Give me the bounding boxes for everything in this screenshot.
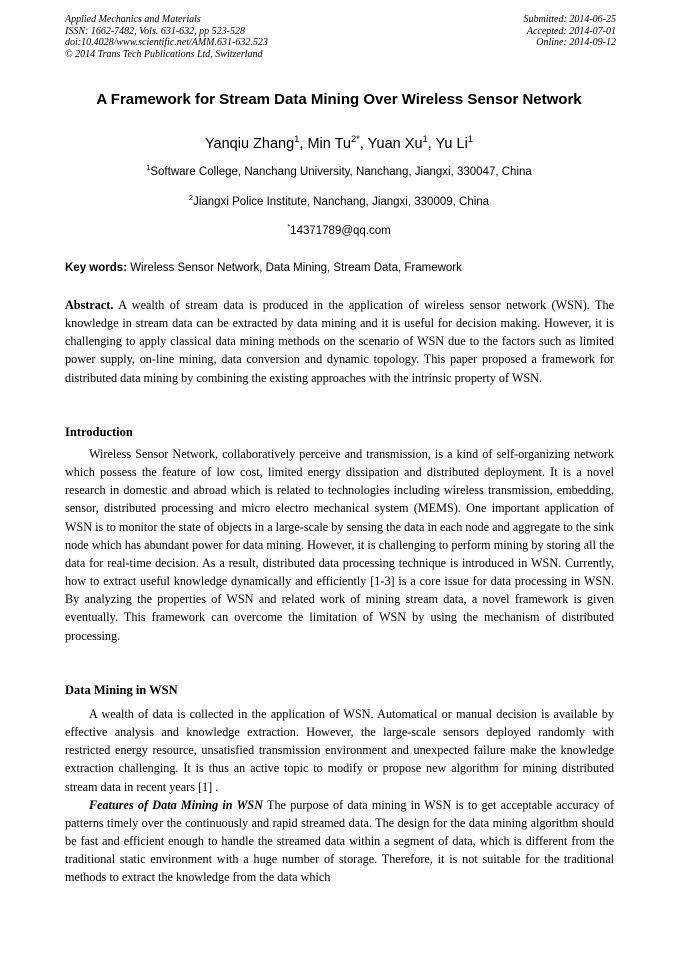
data-mining-paragraph-2 xyxy=(65,796,614,887)
abstract xyxy=(65,296,614,387)
affiliation-1 xyxy=(30,163,648,178)
author-separator: , xyxy=(359,136,368,152)
online-date: Online: 2014-09-12 xyxy=(536,37,616,48)
affiliation-text: Jiangxi Police Institute, Nanchang, Jiangxi, 330009, China xyxy=(193,196,490,208)
paper-title: A Framework for Stream Data Mining Over Wireless Sensor Network xyxy=(96,91,582,108)
author-separator: , xyxy=(299,136,308,152)
affiliation-mark: 1 xyxy=(146,163,151,173)
author-list xyxy=(30,133,648,152)
author-name: Yuan Xu xyxy=(367,136,423,152)
affiliation-mark: * xyxy=(287,222,291,232)
author-affiliation-mark: 1 xyxy=(467,133,474,145)
doi-line: doi:10.4028/www.scientific.net/AMM.631-632.523 xyxy=(65,37,268,48)
keywords-label: Key words: xyxy=(65,262,127,274)
corresponding-email xyxy=(30,222,648,237)
author-separator: , xyxy=(427,136,436,152)
author-affiliation-mark: 1 xyxy=(294,133,300,145)
keywords xyxy=(65,262,615,274)
author-name: Yanqiu Zhang xyxy=(204,136,295,152)
email-text: 14371789@qq.com xyxy=(290,225,391,237)
data-mining-heading: Data Mining in WSN xyxy=(65,683,178,697)
affiliation-mark: 2 xyxy=(188,193,194,203)
issn-line: ISSN: 1662-7482, Vols. 631-632, pp 523-528 xyxy=(65,25,245,37)
journal-info xyxy=(65,14,268,60)
data-mining-paragraph-1: A wealth of data is collected in the application of WSN. Automatical or manual decision is available by effective analysis and knowledge extraction. However, the large-scale sensors deployed randomly with restricted energy resource, unsatisfied transmission environment and unexpected failure make the knowledge extraction challenging. It is thus an active topic to modify or propose new algorithm for mining distributed stream data in recent years [1] . xyxy=(65,707,614,794)
introduction-heading: Introduction xyxy=(65,425,133,439)
publication-dates xyxy=(524,14,617,49)
introduction-paragraph: Wireless Sensor Network, collaboratively perceive and transmission, is a kind of self-organizing network which possess the feature of low cost, limited energy dissipation and distributed deployment. It is a novel research in domestic and abroad which is related to technologies including wireless transmission, embedding, sensor, distributed processing and micro electro mechanical system (MEMS). One important application of WSN is to monitor the state of objects in a large-scale by sensing the data in each node and aggregate to the sink node which has abundant power for data mining. However, it is challenging to perform mining by storing all the data for real-time decision. As a result, distributed data processing technique is introduced in WSN. Currently, how to extract useful knowledge dynamically and efficiently [1-3] is a core issue for data processing in WSN. By analyzing the properties of WSN and related work of mining stream data, a novel framework is given eventually. This framework can overcome the limitation of WSN by using the mechanism of distributed processing. xyxy=(65,447,614,643)
features-subheading: Features of Data Mining in WSN xyxy=(89,797,263,812)
author-name: Min Tu xyxy=(307,136,351,152)
abstract-text: A wealth of stream data is produced in the application of wireless sensor network (WSN). The knowledge in stream data can be extracted by data mining and it is useful for decision making. However, it is challenging to apply classical data mining methods on the scenario of WSN due to the factors such as limited power supply, on-line mining, data conversion and dynamic topology. This paper proposed a framework for distributed data mining by combining the existing approaches with the intrinsic property of WSN. xyxy=(65,298,614,385)
author-affiliation-mark: 1 xyxy=(422,133,428,145)
affiliation-2 xyxy=(30,193,648,208)
submitted-date: Submitted: 2014-06-25 xyxy=(523,14,616,25)
data-mining-body xyxy=(65,705,614,887)
affiliation-text: Software College, Nanchang University, Nanchang, Jiangxi, 330047, China xyxy=(150,166,532,178)
keywords-text: Wireless Sensor Network, Data Mining, Stream Data, Framework xyxy=(127,262,462,274)
abstract-label: Abstract. xyxy=(65,298,114,312)
accepted-date: Accepted: 2014-07-01 xyxy=(526,25,616,37)
features-text: The purpose of data mining in WSN is to get acceptable accuracy of patterns timely over the continuously and rapid streamed data. The design for the data mining algorithm should be fast and efficient enough to handle the streamed data within a segment of data, which is different from the traditional static environment with a huge number of storage. Therefore, it is not suitable for the traditional methods to extract the knowledge from the data which xyxy=(65,797,615,885)
journal-name: Applied Mechanics and Materials xyxy=(65,14,201,25)
copyright-line: © 2014 Trans Tech Publications Ltd, Switzerland xyxy=(65,48,263,60)
introduction-body xyxy=(65,445,614,645)
author-name: Yu Li xyxy=(435,136,468,152)
author-affiliation-mark: 2* xyxy=(350,133,360,145)
